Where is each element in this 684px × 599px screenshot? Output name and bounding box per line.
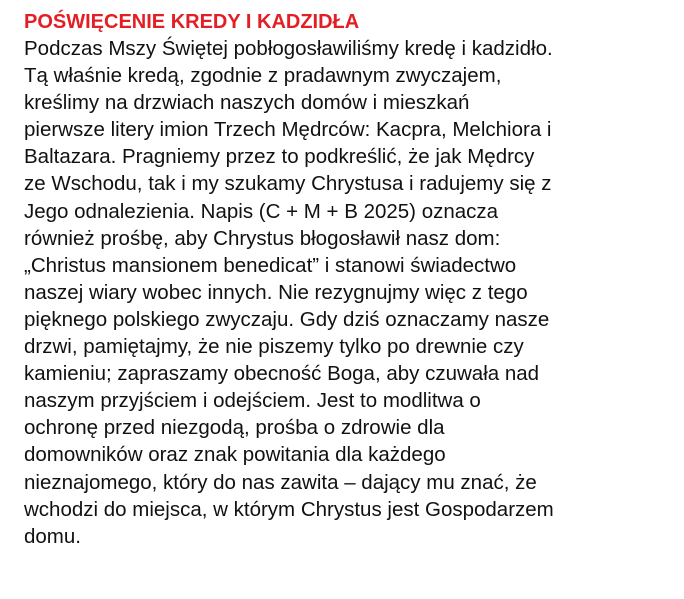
paragraph-line: naszym przyjściem i odejściem. Jest to modlitwa o	[24, 389, 481, 413]
paragraph-line: pierwsze litery imion Trzech Mędrców: Kacpra, Melchiora i	[24, 118, 552, 142]
paragraph-line: ochronę przed niezgodą, prośba o zdrowie dla	[24, 416, 445, 440]
paragraph-line: kreślimy na drzwiach naszych domów i mieszkań	[24, 91, 470, 115]
paragraph-line: Tą właśnie kredą, zgodnie z pradawnym zwyczajem,	[24, 64, 502, 88]
paragraph-line: drzwi, pamiętajmy, że nie piszemy tylko po drewnie czy	[24, 335, 524, 359]
paragraph-line: pięknego polskiego zwyczaju. Gdy dziś oznaczamy nasze	[24, 307, 550, 331]
document	[24, 10, 680, 550]
paragraph-line: Podczas Mszy Świętej pobłogosławiliśmy kredę i kadzidło.	[24, 37, 553, 60]
paragraph-line: naszej wiary wobec innych. Nie rezygnujmy więc z tego	[24, 280, 528, 304]
paragraph-line: kamieniu; zapraszamy obecność Boga, aby czuwała nad	[24, 362, 540, 386]
paragraph-line: Jego odnalezienia. Napis (C + M + B 2025) oznacza	[24, 199, 499, 223]
body-paragraph	[24, 35, 680, 550]
paragraph-line: domowników oraz znak powitania dla każdego	[24, 443, 446, 467]
paragraph-line: wchodzi do miejsca, w którym Chrystus jest Gospodarzem	[24, 497, 554, 521]
document-title: POŚWIĘCENIE KREDY I KADZIDŁA	[24, 11, 360, 33]
paragraph-line: również prośbę, aby Chrystus błogosławił nasz dom:	[24, 226, 501, 250]
paragraph-line: nieznajomego, który do nas zawita – dający mu znać, że	[24, 470, 537, 494]
paragraph-line: ze Wschodu, tak i my szukamy Chrystusa i radujemy się z	[24, 172, 552, 196]
paragraph-line: domu.	[24, 524, 81, 548]
paragraph-line: Baltazara. Pragniemy przez to podkreślić, że jak Mędrcy	[24, 145, 535, 169]
paragraph-line: „Christus mansionem benedicat” i stanowi świadectwo	[24, 253, 517, 277]
